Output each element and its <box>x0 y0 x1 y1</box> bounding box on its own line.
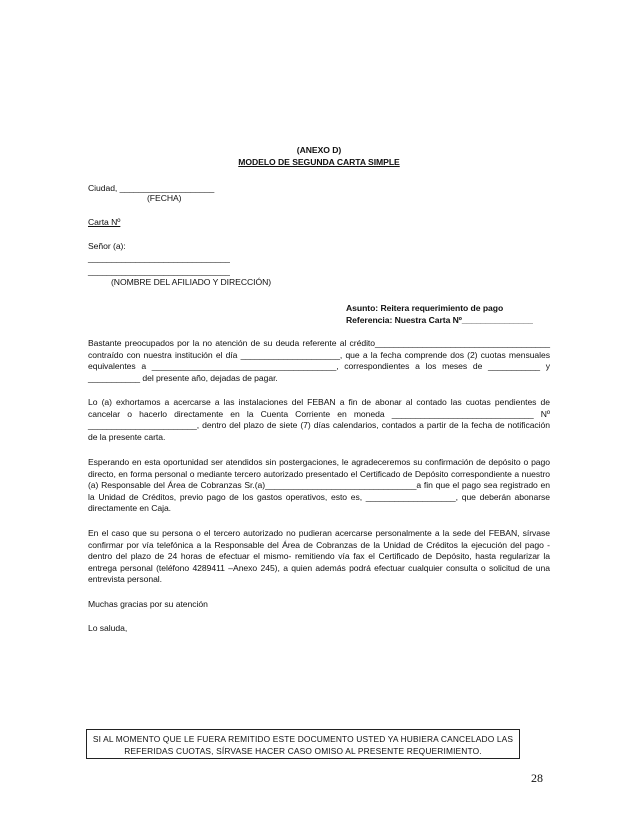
notice-box <box>86 729 520 759</box>
notice-line-1: SI AL MOMENTO QUE LE FUERA REMITIDO ESTE DOCUMENTO USTED YA HUBIERA CANCELADO LAS <box>92 734 514 744</box>
letter-number: Carta Nº <box>88 217 121 227</box>
page-number: 28 <box>531 771 543 785</box>
document-title: MODELO DE SEGUNDA CARTA SIMPLE <box>238 157 400 167</box>
paragraph-exhort: Lo (a) exhortamos a acercarse a las instalaciones del FEBAN a fin de abonar al contado las cuotas pendientes de cancelar o hacerlo directamente en la Cuenta Corriente en moneda ______________________________ Nº _______________________, dentro del plazo de siete (7) días calendarios, contados a partir de la fecha de notificación de la presente carta. <box>88 397 550 442</box>
city-line: Ciudad, ____________________ <box>88 183 215 193</box>
paragraph-debt: Bastante preocupados por la no atención de su deuda referente al crédito_____________________________________ contraído con nuestra institución el día _____________________, que a la fecha comprende dos (2) cuotas mensuales equivalentes a _______________________________________, correspondientes a los meses de ___________ y ___________ del presente año, dejadas de pagar. <box>88 338 550 383</box>
salutation: Señor (a): <box>88 241 126 251</box>
recipient-line-2: ______________________________ <box>88 266 230 276</box>
annex-label: (ANEXO D) <box>296 145 342 155</box>
reference-line: Referencia: Nuestra Carta Nº_______________ <box>346 315 533 325</box>
closing-line: Lo saluda, <box>88 623 128 633</box>
notice-line-2: REFERIDAS CUOTAS, SÍRVASE HACER CASO OMISO AL PRESENTE REQUERIMIENTO. <box>124 746 482 757</box>
date-label: (FECHA) <box>147 193 182 203</box>
recipient-label: (NOMBRE DEL AFILIADO Y DIRECCIÓN) <box>111 277 272 287</box>
paragraph-phone: En el caso que su persona o el tercero autorizado no pudieran acercarse personalmente a la sede del FEBAN, sírvase confirmar por vía telefónica a la Responsable del Área de Cobranzas de la Unidad de Créditos la ejecución del pago -dentro del plazo de 24 horas de efectuar el mismo- remitiendo vía fax el Certificado de Depósito, hasta regularizar la entrega personal (teléfono 4289411 –Anexo 245), a quien además podrá efectuar cualquier consulta o solicitud de una entrevista personal. <box>88 528 550 585</box>
recipient-line-1: ______________________________ <box>88 253 230 263</box>
subject-line: Asunto: Reitera requerimiento de pago <box>346 303 504 313</box>
paragraph-confirmation: Esperando en esta oportunidad ser atendidos sin postergaciones, le agradeceremos su confirmación de depósito o pago directo, en forma personal o mediante tercero autorizado presentado el Certificado de Depósito correspondiente a nuestro (a) Responsable del Área de Cobranzas Sr.(a)________________________________a fin que el pago sea registrado en la Unidad de Créditos, previo pago de los gastos operativos, esto es, ___________________, que deberán abonarse directamente en Caja. <box>88 457 550 514</box>
thanks-line: Muchas gracias por su atención <box>88 599 208 609</box>
